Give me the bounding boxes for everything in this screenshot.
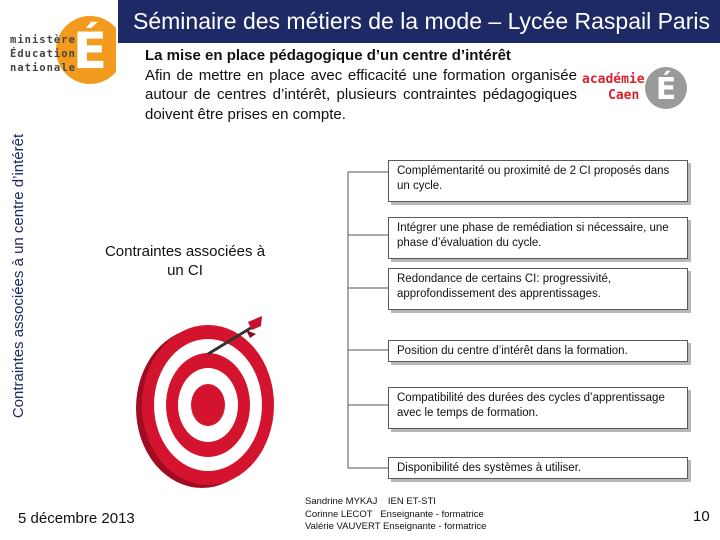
ministry-logo-letter: É [72, 22, 108, 80]
center-label: Contraintes associées à un CI [104, 243, 266, 279]
ministry-line-3: nationale [10, 62, 76, 74]
footer-name-1: Sandrine MYKAJ IEN ET-STI [305, 496, 436, 507]
footer-names [305, 496, 486, 534]
side-vertical-label: Contraintes associées à un centre d’intérêt [10, 133, 27, 419]
page-number: 10 [693, 508, 710, 525]
academy-line-1: académie [582, 72, 645, 87]
academy-line-2: Caen [608, 88, 640, 103]
ministry-line-1: ministère [10, 34, 76, 46]
ministry-line-2: Éducation [10, 48, 76, 60]
constraint-box-1: Complémentarité ou proximité de 2 CI proposés dans un cycle. [388, 160, 688, 202]
footer-name-3: Valérie VAUVERT Enseignante - formatrice [305, 521, 487, 532]
constraint-box-4: Position du centre d’intérêt dans la formation. [388, 340, 688, 362]
academy-logo-letter: É [655, 72, 677, 107]
footer-date: 5 décembre 2013 [18, 510, 135, 527]
footer-name-2: Corinne LECOT Enseignante - formatrice [305, 508, 484, 520]
intro-heading: La mise en place pédagogique d’un centre d’intérêt [145, 47, 511, 64]
constraint-box-6: Disponibilité des systèmes à utiliser. [388, 457, 688, 479]
slide-title: Séminaire des métiers de la mode – Lycée Raspail Paris [133, 8, 710, 34]
target-dart-icon [128, 312, 343, 492]
constraint-box-5: Compatibilité des durées des cycles d’apprentissage avec le temps de formation. [388, 387, 688, 429]
constraint-box-2: Intégrer une phase de remédiation si nécessaire, une phase d’évaluation du cycle. [388, 217, 688, 259]
intro-body: Afin de mettre en place avec efficacité une formation organisée autour de centres d’intérêt, plusieurs contraintes pédagogiques doivent être prises en compte. [145, 66, 577, 123]
constraint-box-3: Redondance de certains CI: progressivité, approfondissement des apprentissages. [388, 268, 688, 310]
